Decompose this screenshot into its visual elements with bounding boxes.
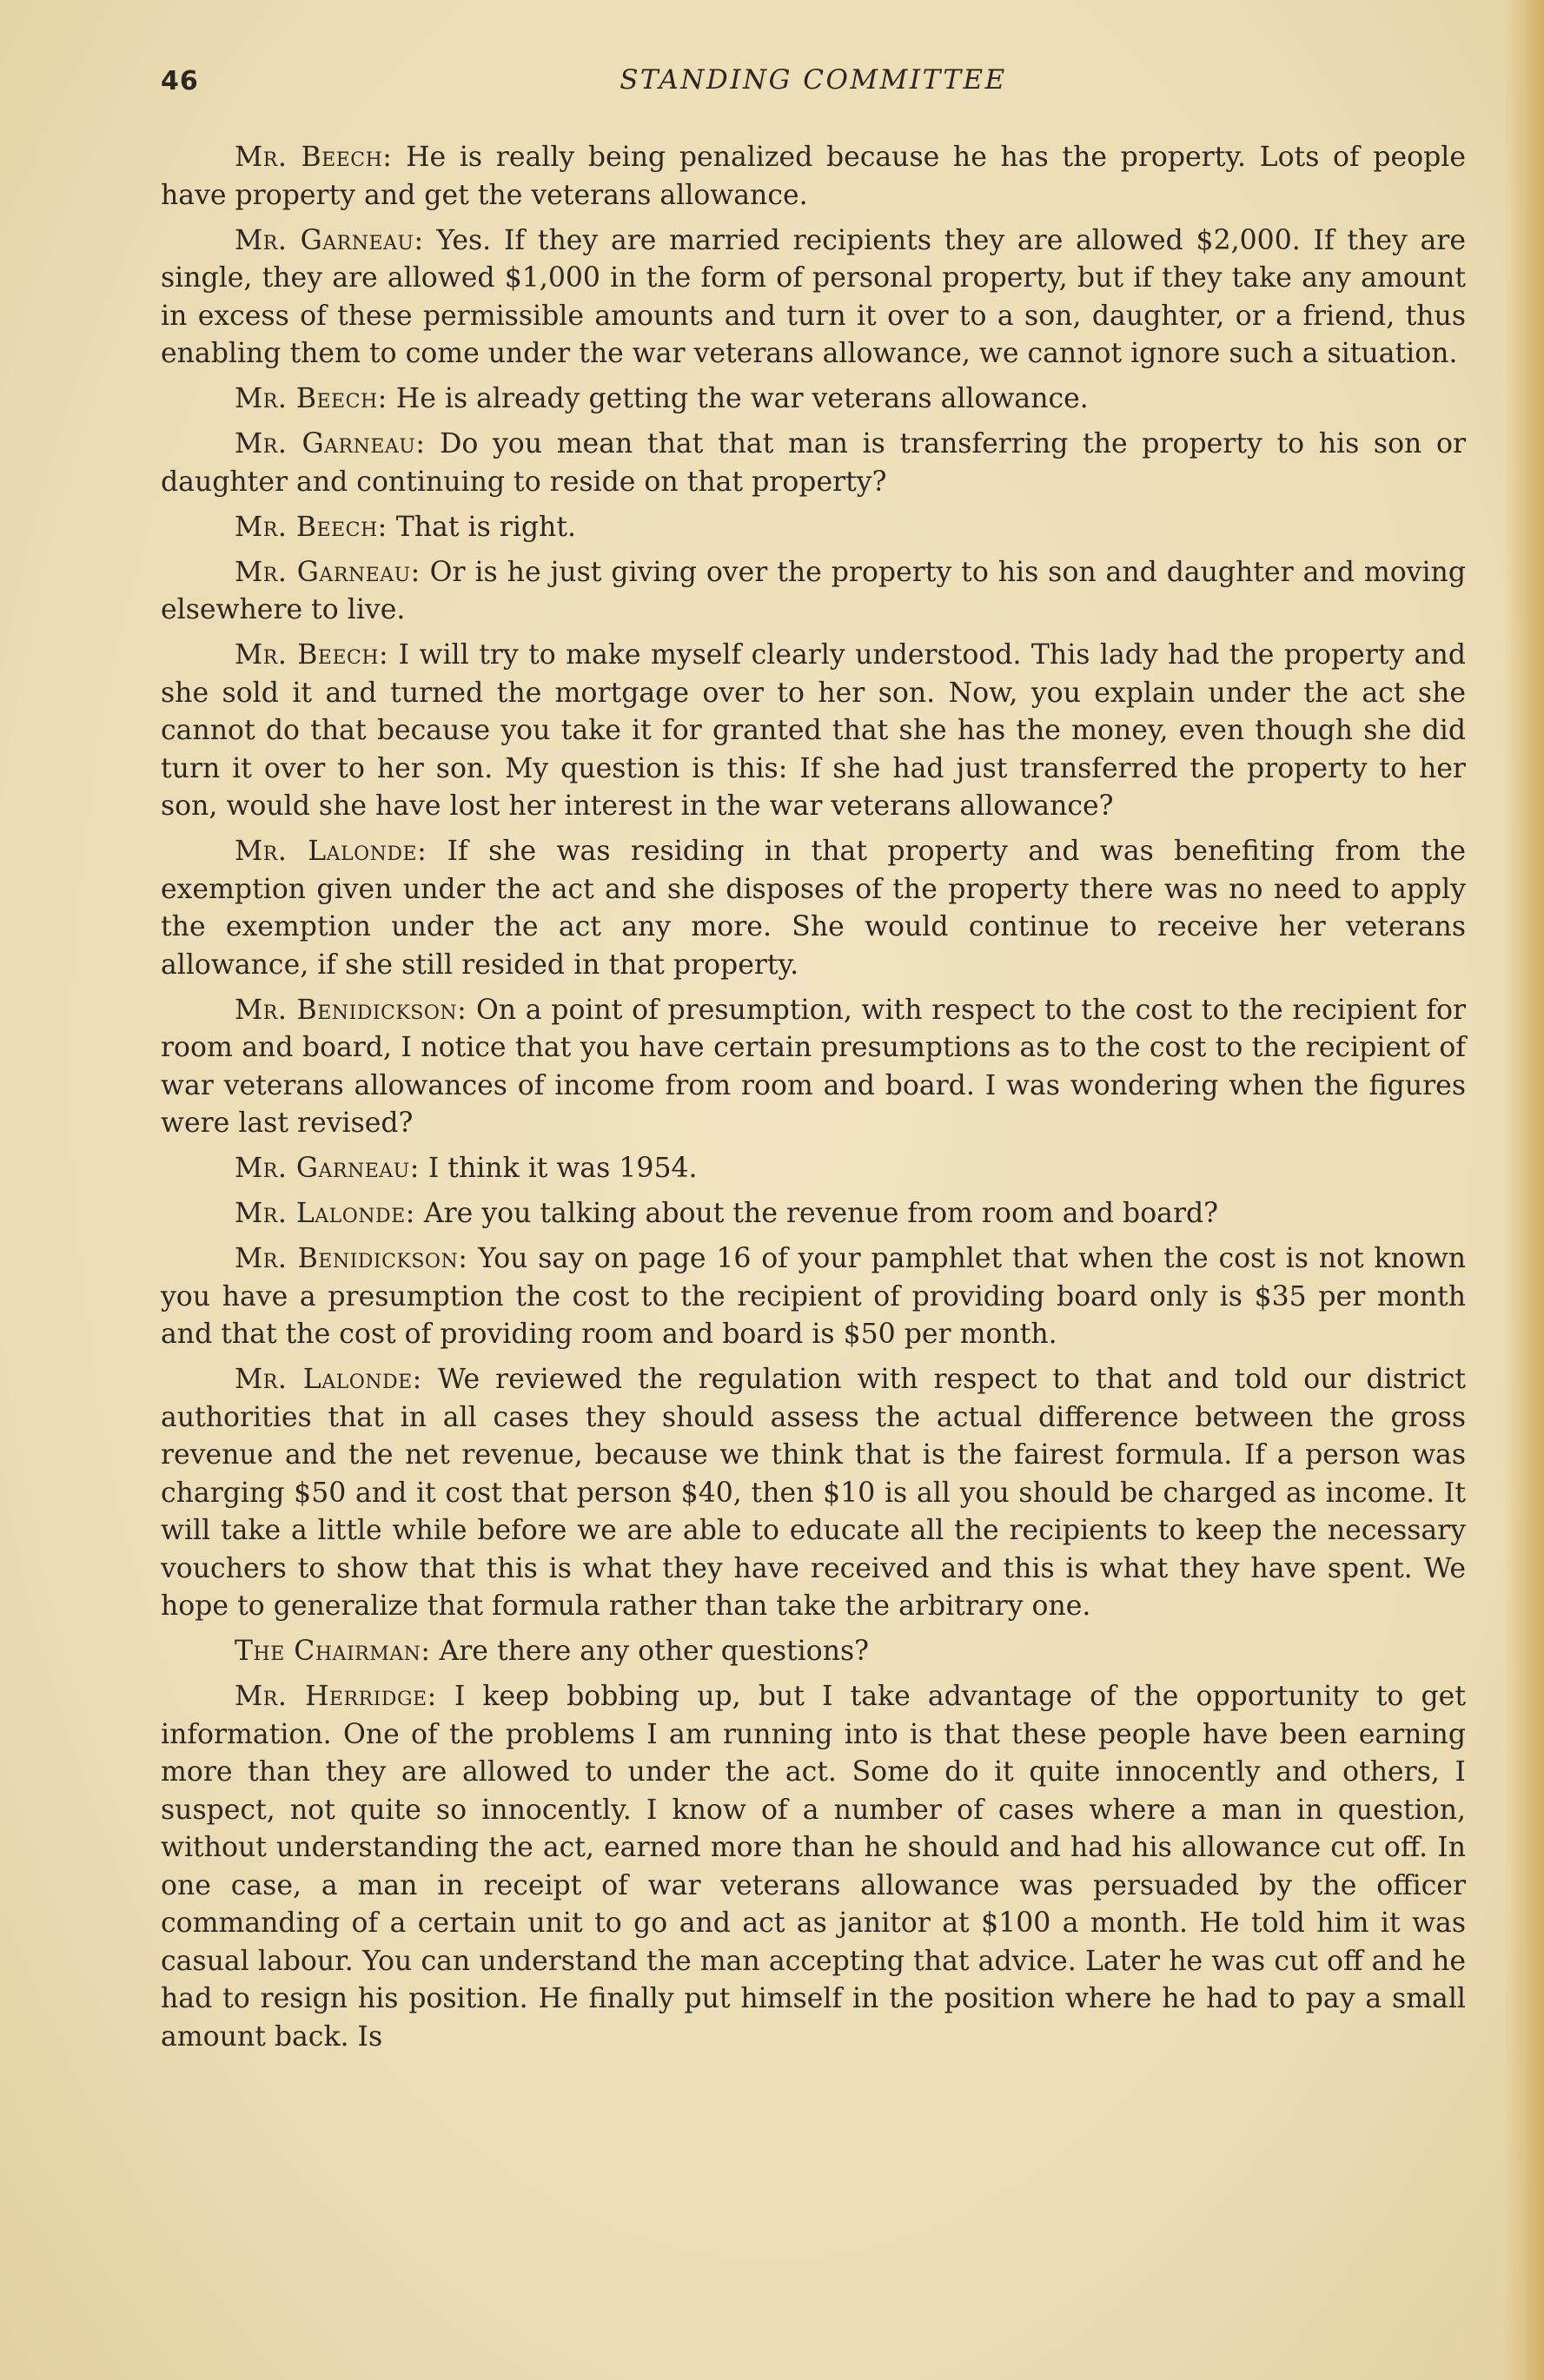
page-edge-shadow [1504, 0, 1544, 2380]
speaker-name: The Chairman: [235, 1636, 431, 1667]
paragraph-text: Are you talking about the revenue from room and board? [414, 1198, 1219, 1229]
paragraph [161, 1240, 1466, 1354]
paragraph [161, 637, 1466, 826]
paragraph-text: Are there any other questions? [430, 1636, 870, 1667]
paragraph-text: I will try to make myself clearly understood. This lady had the property and she sold it and turned the mortgage over to her son. Now, you explain under the act she cannot do that because you take it for granted that she has the money, even though she did turn it over to her son. My question is this: If she had just transferred the property to her son, would she have lost her interest in the war veterans allowance? [161, 639, 1466, 822]
running-head: STANDING COMMITTEE [620, 64, 1007, 96]
paragraph-text: On a point of presumption, with respect to the cost to the recipient for room and board, I notice that you have certain presumptions as to the cost to the recipient of war veterans allowances of income from room and board. I was wondering when the figures were last revised? [161, 994, 1467, 1139]
paragraph [161, 139, 1466, 215]
paragraph-text: Do you mean that that man is transferring the property to his son or daughter and continuing to reside on that property? [161, 428, 1466, 498]
paragraph [161, 1678, 1466, 2056]
speaker-name: Mr. Lalonde: [235, 1364, 422, 1395]
paragraph [161, 1150, 1466, 1188]
speaker-name: Mr. Lalonde: [235, 1198, 415, 1229]
paragraph [161, 222, 1466, 374]
paragraph-text: I think it was 1954. [419, 1153, 698, 1184]
paragraph-text: Or is he just giving over the property to his son and daughter and moving elsewhere to live. [161, 556, 1466, 625]
paragraph [161, 1633, 1466, 1671]
speaker-name: Mr. Beech: [235, 511, 388, 543]
paragraph-text: He is already getting the war veterans allowance. [387, 383, 1089, 414]
paragraph [161, 1195, 1466, 1233]
speaker-name: Mr. Beech: [235, 142, 393, 173]
speaker-name: Mr. Garneau: [235, 224, 424, 256]
paragraph [161, 1361, 1466, 1626]
page-header [161, 61, 1466, 113]
paragraph-text: You say on page 16 of your pamphlet that when the cost is not known you have a presumption the cost to the recipient of providing board only is $35 per month and that the cost of providing room and board is $50 per month. [161, 1243, 1466, 1350]
paragraph-text: Yes. If they are married recipients they are allowed $2,000. If they are single, they are allowed $1,000 in the form of personal property, but if they take any amount in excess of these permissible amounts and turn it over to a son, daughter, or a friend, thus enabling them to come under the war veterans allowance, we cannot ignore such a situation. [161, 224, 1466, 369]
paragraph-text: He is really being penalized because he has the property. Lots of people have property and get the veterans allowance. [161, 142, 1466, 211]
speaker-name: Mr. Lalonde: [235, 836, 427, 867]
paragraph [161, 426, 1466, 501]
speaker-name: Mr. Beech: [235, 383, 388, 414]
page-number: 46 [161, 66, 199, 96]
speaker-name: Mr. Garneau: [235, 1153, 420, 1184]
speaker-name: Mr. Benidickson: [235, 1243, 468, 1274]
paragraph [161, 509, 1466, 547]
paragraph-text: I keep bobbing up, but I take advantage of the opportunity to get information. One of the problems I am running into is that these people have been earning more than they are allowed to under the act. Some do it quite innocently and others, I suspect, not quite so innocently. I know of a number of cases where a man in question, without understanding the act, earned more than he should and had his allowance cut off. In one case, a man in receipt of war veterans allowance was persuaded by the officer commanding of a certain unit to go and act as janitor at $100 a month. He told him it was casual labour. You can understand the man accepting that advice. Later he was cut off and he had to resign his position. He finally put himself in the position where he had to pay a small amount back. Is [161, 1681, 1466, 2053]
speaker-name: Mr. Garneau: [235, 428, 426, 459]
speaker-name: Mr. Herridge: [235, 1681, 437, 1712]
transcript-body [161, 139, 1466, 2064]
paragraph-text: That is right. [387, 511, 577, 543]
paragraph [161, 833, 1466, 984]
paragraph [161, 992, 1466, 1143]
paragraph-text: If she was residing in that property and was benefiting from the exemption given under the act and she disposes of the property there was no need to apply the exemption under the act any more. She would continue to receive her veterans allowance, if she still resided in that property. [161, 836, 1466, 981]
speaker-name: Mr. Garneau: [235, 556, 421, 588]
paragraph-text: We reviewed the regulation with respect to that and told our district authorities that in all cases they should assess the actual difference between the gross revenue and the net revenue, because we think that is the fairest formula. If a person was charging $50 and it cost that person $40, then $10 is all you should be charged as income. It will take a little while before we are able to educate all the recipients to keep the necessary vouchers to show that this is what they have received and this is what they have spent. We hope to generalize that formula rather than take the arbitrary one. [161, 1364, 1466, 1622]
speaker-name: Mr. Benidickson: [235, 994, 467, 1026]
speaker-name: Mr. Beech: [235, 639, 389, 671]
paragraph [161, 554, 1466, 630]
paragraph [161, 380, 1466, 419]
